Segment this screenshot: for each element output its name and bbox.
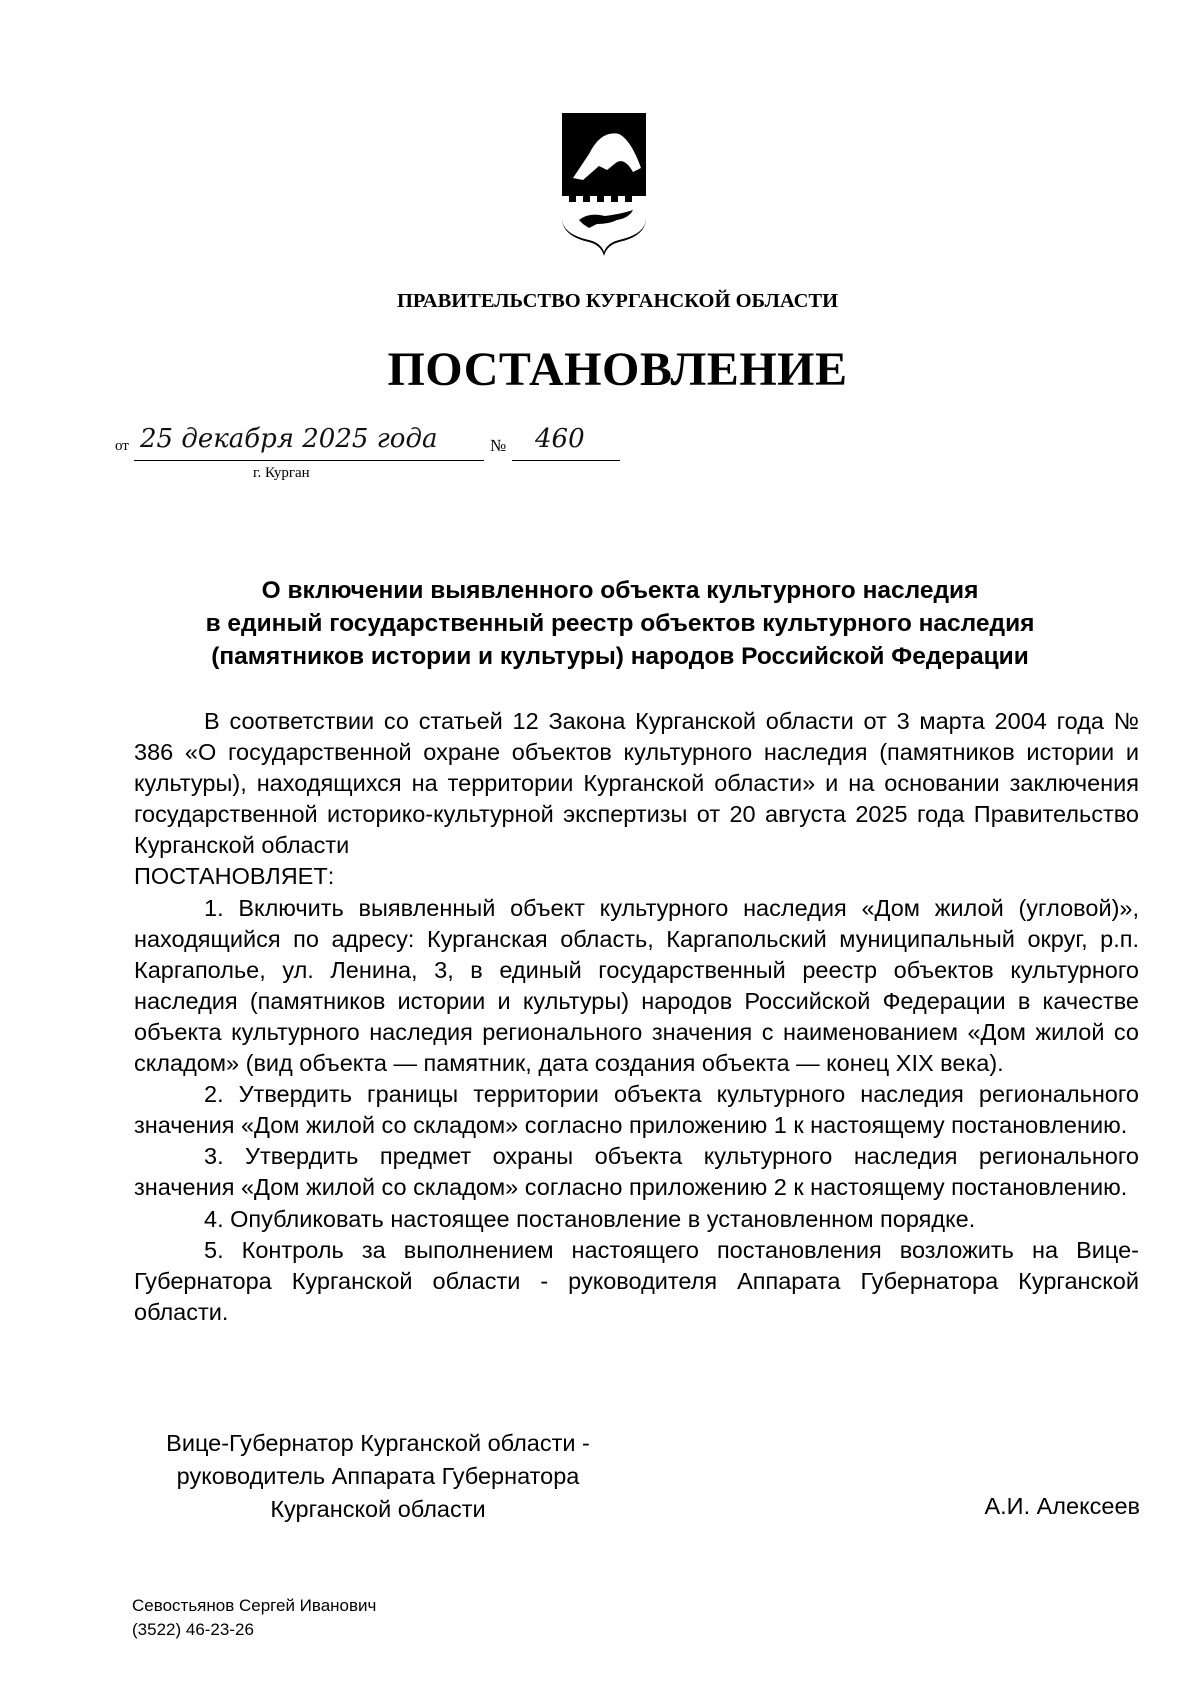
decree-word: ПОСТАНОВЛЯЕТ: <box>134 863 335 890</box>
item-paragraph: 3. Утвердить предмет охраны объекта культурного наследия регионального значения «Дом жилой со складом» согласно приложению 2 к настоящему постановлению. <box>134 1143 1139 1201</box>
document-type: ПОСТАНОВЛЕНИЕ <box>387 343 848 396</box>
item-paragraph: 4. Опубликовать настоящее постановление в установленном порядке. <box>204 1205 976 1232</box>
number-handwritten: 460 <box>535 424 585 454</box>
number-prefix: № <box>490 436 507 455</box>
contact-name: Севостьянов Сергей Иванович <box>132 1596 377 1615</box>
contact-phone: (3522) 46-23-26 <box>132 1620 254 1639</box>
signatory-name: А.И. Алексеев <box>984 1493 1140 1519</box>
signatory-title <box>128 1427 628 1526</box>
signatory-title-line: руководитель Аппарата Губернатора <box>176 1463 580 1489</box>
signatory-title-line: Вице-Губернатор Курганской области - <box>166 1430 590 1456</box>
signatory-title-line: Курганской области <box>270 1496 486 1522</box>
title-line: О включении выявленного объекта культурного наследия <box>261 577 979 604</box>
title-line: в единый государственный реестр объектов культурного наследия <box>205 610 1035 637</box>
document-title <box>120 574 1120 673</box>
organization-name: ПРАВИТЕЛЬСТВО КУРГАНСКОЙ ОБЛАСТИ <box>396 290 839 312</box>
city-label: г. Курган <box>253 465 310 481</box>
item-paragraph: 1. Включить выявленный объект культурного наследия «Дом жилой (угловой)», находящийся по адресу: Курганская область, Каргапольский муниципальный округ, р.п. Каргаполье, ул. Ленина, 3, в единый государственный реестр объектов культурного наследия (памятников истории и культуры) народов Российской Федерации в качестве объекта культурного наследия регионального значения с наименованием «Дом жилой со складом» (вид объекта — памятник, дата создания объекта — конец XIX века). <box>134 894 1139 1077</box>
date-prefix: от <box>115 438 129 454</box>
date-handwritten: 25 декабря 2025 года <box>140 424 438 454</box>
item-paragraph: 2. Утвердить границы территории объекта культурного наследия регионального значения «Дом жилой со складом» согласно приложению 1 к настоящему постановлению. <box>134 1081 1139 1139</box>
item-paragraph: 5. Контроль за выполнением настоящего постановления возложить на Вице-Губернатора Курганской области - руководителя Аппарата Губернатора Курганской области. <box>134 1236 1139 1325</box>
number-underline <box>512 460 620 461</box>
title-line: (памятников истории и культуры) народов Российской Федерации <box>211 643 1029 670</box>
contact-block <box>132 1594 376 1642</box>
kurgan-coat-of-arms-icon <box>559 110 649 260</box>
document-body <box>134 706 1139 1328</box>
preamble-paragraph: В соответствии со статьей 12 Закона Курганской области от 3 марта 2004 года № 386 «О государственной охране объектов культурного наследия (памятников истории и культуры), находящихся на территории Курганской области» и на основании заключения государственной историко-культурной экспертизы от 20 августа 2025 года Правительство Курганской области <box>134 708 1139 859</box>
date-underline <box>134 460 484 461</box>
